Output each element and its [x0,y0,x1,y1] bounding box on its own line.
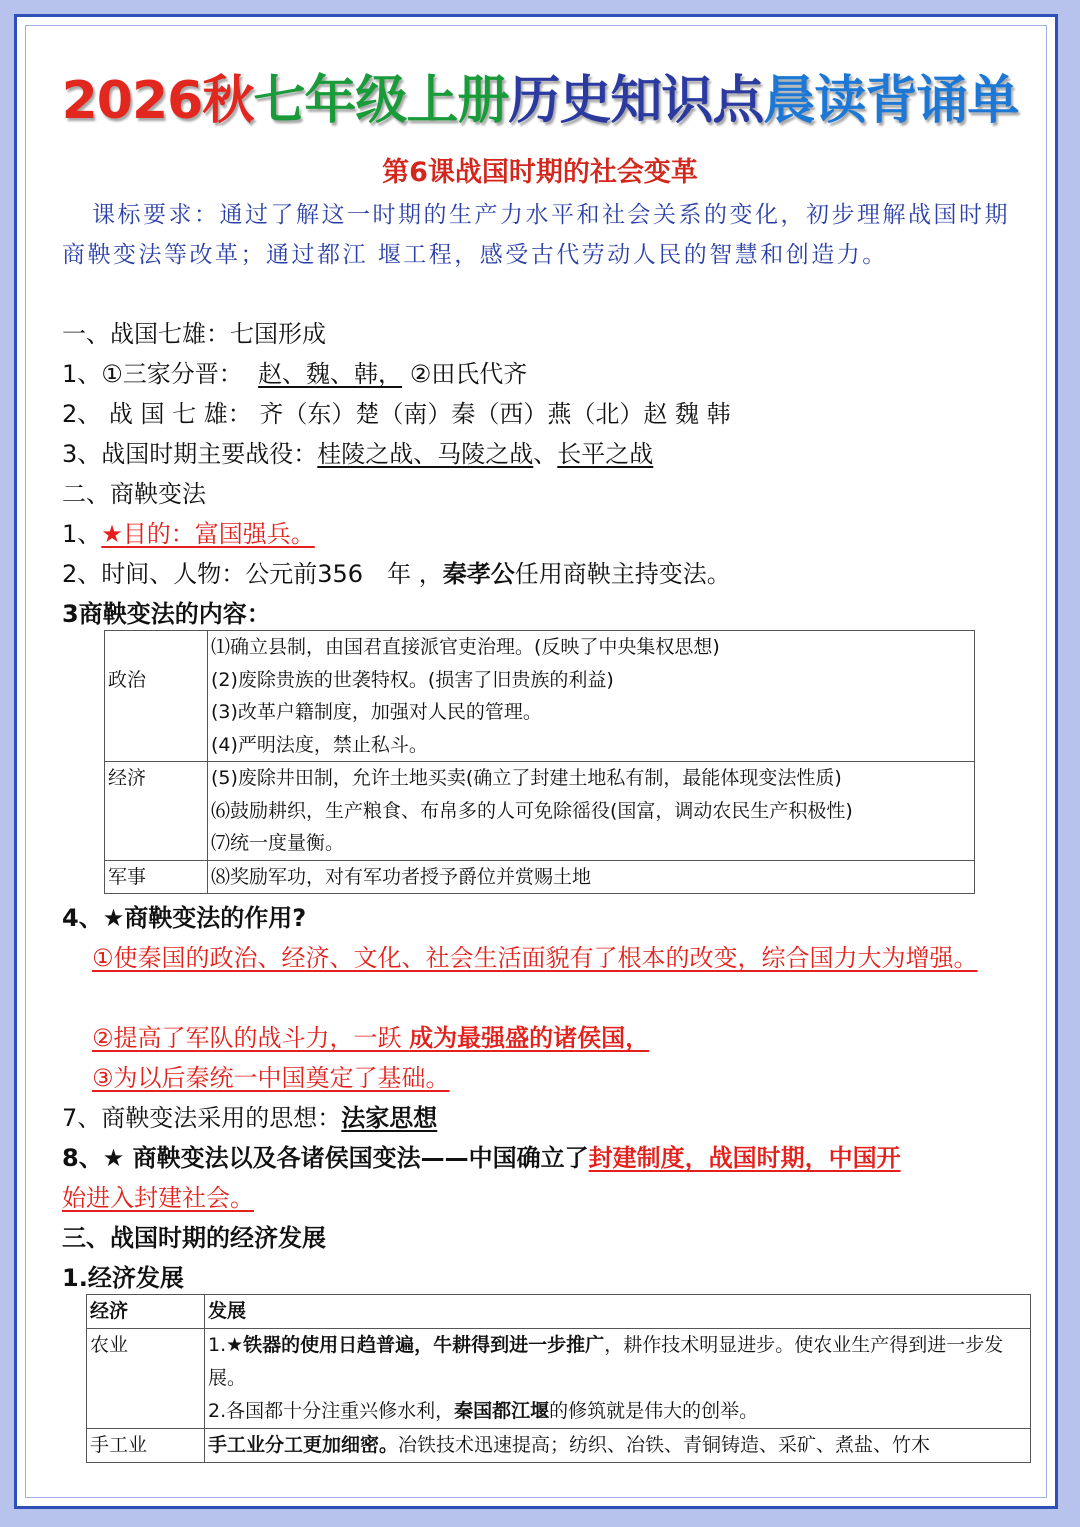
section-3-heading: 三、战国时期的经济发展 [62,1224,326,1252]
battles-answer-1: 桂陵之战、马陵之战 [317,440,534,468]
s2-point-7: 7、商鞅变法采用的思想：法家思想 [62,1104,438,1132]
s2-point-8: 8、★ 商鞅变法以及各诸侯国变法——中国确立了封建制度，战国时期，中国开 [62,1144,901,1172]
table-cell-category: 农业 [87,1329,205,1429]
reform-effect-3: ③为以后秦统一中国奠定了基础。 [92,1064,450,1092]
table-row [105,762,975,861]
curriculum-standard-text: 课标要求：通过了解这一时期的生产力水平和社会关系的变化，初步理解战国时期商鞅变法等改革；通过都江 堰工程，感受古代劳动人民的智慧和创造力。 [62,202,1010,268]
s2-point-2: 2、时间、人物：公元前356 年 ，秦孝公任用商鞅主持变法。 [62,560,731,588]
legalism-answer: 法家思想 [341,1104,438,1132]
table-cell-content: (5)废除井田制，允许土地买卖(确立了封建土地私有制，最能体现变法性质) ⑹鼓励耕织，生产粮食、布帛多的人可免除徭役(国富，调动农民生产积极性) ⑺统一度量衡。 [208,762,975,861]
feudal-system-answer: 封建制度，战国时期，中国开 [588,1144,901,1172]
table-row [87,1329,1031,1429]
table-cell-category: 政治 [105,631,208,762]
title-part-year: 2026秋 [61,71,254,131]
s3-subheading: 1.经济发展 [62,1264,184,1292]
reform-effect-1: ①使秦国的政治、经济、文化、社会生活面貌有了根本的改变，综合国力大为增强。 [92,944,978,972]
s1-point-1: 1、①三家分晋： 赵、魏、韩， ②田氏代齐 [62,360,528,388]
table-row [105,631,975,762]
s2-point-1: 1、★目的：富国强兵。 [62,520,315,548]
reform-effect-2: ②提高了军队的战斗力，一跃 成为最强盛的诸侯国， [92,1024,650,1052]
table-header-row [87,1295,1031,1329]
table-cell-content: ⑴确立县制，由国君直接派官吏治理。(反映了中央集权思想) (2)废除贵族的世袭特权。(损害了旧贵族的利益) (3)改革户籍制度，加强对人民的管理。 (4)严明法度，禁止私斗。 [208,631,975,762]
s2-point-4: 4、★商鞅变法的作用? [62,904,307,932]
page-title [0,58,1080,133]
s1-point-3: 3、战国时期主要战役：桂陵之战、马陵之战、长平之战 [62,440,654,468]
table-cell-content: 手工业分工更加细密。冶铁技术迅速提高；纺织、冶铁、青铜铸造、采矿、煮盐、竹木 [205,1429,1031,1463]
title-part-grade: 七年级上册 [253,71,509,131]
table-header-cell: 经济 [87,1295,205,1329]
table-row [105,860,975,894]
section-2-heading: 二、商鞅变法 [62,480,206,508]
s2-point-8-cont: 始进入封建社会。 [62,1184,254,1212]
table-cell-category: 手工业 [87,1429,205,1463]
s2-point-3: 3商鞅变法的内容： [62,600,271,628]
table-cell-content: 1.★铁器的使用日趋普遍，牛耕得到进一步推广，耕作技术明显进步。使农业生产得到进一步发展。 2.各国都十分注重兴修水利，秦国都江堰的修筑就是伟大的创举。 [205,1329,1031,1429]
lesson-title: 第6课战国时期的社会变革 [382,157,698,188]
table-cell-content: ⑻奖励军功，对有军功者授予爵位并赏赐土地 [208,860,975,894]
section-1-heading: 一、战国七雄：七国形成 [62,320,326,348]
table-row [87,1429,1031,1463]
title-part-type: 晨读背诵单 [763,71,1019,131]
battles-answer-2: 长平之战 [557,440,654,468]
reform-purpose-answer: ★目的：富国强兵。 [101,520,315,548]
curriculum-standard [62,195,1020,275]
title-part-subject: 历史知识点 [508,71,764,131]
table-header-cell: 发展 [205,1295,1031,1329]
reform-content-table [104,630,975,894]
table-cell-category: 经济 [105,762,208,861]
three-states-answer: 赵、魏、韩， [258,360,403,388]
table-cell-category: 军事 [105,860,208,894]
economy-table [86,1294,1031,1463]
s1-point-2: 2、 战 国 七 雄： 齐（东）楚（南）秦（西）燕（北）赵 魏 韩 [62,400,731,428]
